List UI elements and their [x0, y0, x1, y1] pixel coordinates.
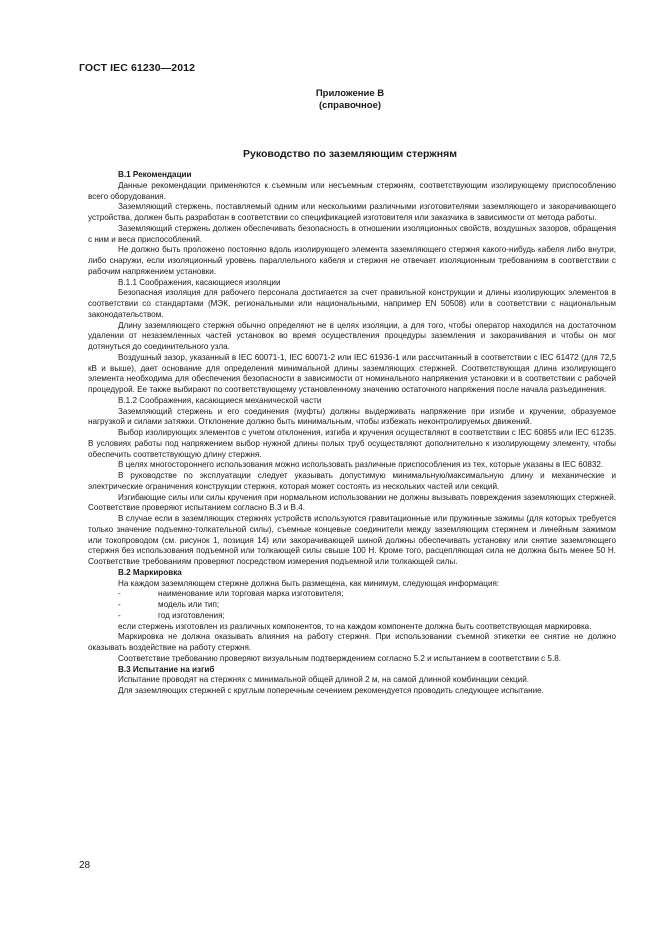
paragraph: Безопасная изоляция для рабочего персонала достигается за счет правильной конструкции и длины изолирующих элементов в соответствии со стандартами (МЭК, региональными или национальными, например EN 50508) или в соответствии с национальным законодательством. [88, 288, 616, 319]
list-item [88, 600, 616, 611]
paragraph: Для заземляющих стержней с круглым поперечным сечением рекомендуется проводить следующее испытание. [118, 686, 544, 695]
section-heading: В.2 Маркировка [118, 567, 182, 577]
paragraph: Заземляющий стержень должен обеспечивать безопасность в отношении изоляционных свойств, воздушных зазоров, обращения с ним и веса приспособлений. [88, 223, 616, 244]
paragraph: Заземляющий стержень, поставляемый одним или несколькими различными изготовителями заземляющего и закорачивающего устройства, должен быть разработан в соответствии со спецификацией изготовителя или заказчика в зависимости от метода работы. [88, 202, 616, 222]
paragraph: В руководстве по эксплуатации следует указывать допустимую минимальную/максимальную длину и механические и электрические ограничения конструкции стержня, которая может состоять из нескольких частей или секций. [88, 471, 616, 491]
list-item-text: наименование или торговая марка изготовителя; [158, 589, 344, 599]
paragraph: Испытание проводят на стержнях с минимальной общей длиной 2 м, на самой длинной комбинации секций. [118, 675, 530, 685]
page-number: 28 [79, 860, 91, 871]
document-title: Руководство по заземляющим стержням [243, 148, 457, 160]
paragraph: Не должно быть проложено постоянно вдоль изолирующего элемента заземляющего стержня какого-нибудь кабеля либо внутри, либо снаружи, если изоляционный уровень параллельного кабеля и стержня не отвечает изоляционным требованиям в соответствии с рабочим напряжением установки. [88, 245, 616, 276]
standard-code: ГОСТ IEC 61230—2012 [79, 62, 196, 74]
paragraph: Длину заземляющего стержня обычно определяют не в целях изоляции, а для того, чтобы оператор находился на достаточном удалении от незаземленных частей установок во время осуществления процедуры заземления и закорачивания и чтобы он мог дотянуться до соединительного узла. [88, 320, 616, 351]
subsection-heading: В.1.2 Соображения, касающиеся механической части [118, 395, 322, 405]
paragraph: Изгибающие силы или силы кручения при нормальном использовании не должны вызывать повреждения заземляющих стержней. Соответствие проверяют испытанием согласно В.3 и В.4. [88, 492, 616, 513]
list-item [88, 589, 616, 600]
section-heading: В.1 Рекомендации [118, 170, 192, 179]
paragraph: Выбор изолирующих элементов с учетом отклонения, изгиба и кручения осуществляют в соответствии с IEC 60855 или IEC 61235. В условиях работы под напряжением выбор нужной длины полых труб осуществляют дополнительно к изолирующему элементу, чтобы обеспечить соответствующую длину стержня. [88, 428, 616, 459]
paragraph: Заземляющий стержень и его соединения (муфты) должны выдерживать напряжение при изгибе и кручении, образуемое нагрузкой и силами затяжки. Отклонение должно быть минимальным, чтобы избежать неконтролируемых движений. [88, 406, 616, 427]
list-item-text: год изготовления; [158, 610, 225, 620]
paragraph: В случае если в заземляющих стержнях устройств используются гравитационные или пружинные зажимы (для которых требуется только значение подъемно-толкательной силы), съемные концевые соединители между заземляющим стержнем и линейным зажимом или токопроводом (см. рисунок 1, позиция 14) или закорачивающей шиной должны обеспечивать установку или снятие заземляющего стержня без использования подъемной или толкающей силы свыше 100 Н. Кроме того, расцепляющая сила не должна быть менее 50 Н. Соответствие требованиям проверяют посредством измерения подъемной или толкающей силы. [88, 514, 616, 566]
paragraph: В целях многостороннего использования можно использовать различные приспособления из тех, которые указаны в IEC 60832. [118, 460, 604, 470]
list-marker: - [118, 589, 121, 599]
paragraph: Воздушный зазор, указанный в IEC 60071-1, IEC 60071-2 или IEC 61936-1 или рассчитанный в соответствии с IEC 61472 (для 72,5 кВ и выше), дает основание для определения минимальной длины заземляющих стержней. Соответствующая длина изолирующего элемента необходима для обеспечения безопасности в зависимости от номинального напряжения установки и в соответствии с рабочей процедурой. Ее также выбирают по соответствующему установленному значению остаточного напряжения после начала разъединения. [88, 352, 616, 394]
appendix-title: Приложение В [315, 88, 385, 99]
appendix-status: (справочное) [318, 100, 382, 111]
body-text [88, 170, 616, 697]
subsection-heading: В.1.1 Соображения, касающиеся изоляции [118, 277, 281, 287]
paragraph: Маркировка не должна оказывать влияния на работу стержня. При использовании съемной этикетки ее снятие не должно оказывать воздействие на работу стержня. [88, 632, 616, 652]
paragraph: если стержень изготовлен из различных компонентов, то на каждом компоненте должна быть соответствующая маркировка. [118, 621, 592, 631]
section-heading: В.3 Испытание на изгиб [118, 664, 215, 674]
list-marker: - [118, 610, 121, 620]
paragraph: Данные рекомендации применяются к съемным или несъемным стержням, соответствующим изолирующему приспособлению всего оборудования. [88, 180, 616, 201]
paragraph: Соответствие требованию проверяют визуальным подтверждением согласно 5.2 и испытанием в соответствии с 5.8. [118, 653, 561, 663]
list-item [88, 611, 616, 622]
list-marker: - [118, 600, 121, 609]
list-item-text: модель или тип; [158, 600, 220, 609]
appendix-header [250, 88, 450, 112]
paragraph: На каждом заземляющем стержне должна быть размещена, как минимум, следующая информация: [118, 578, 500, 588]
